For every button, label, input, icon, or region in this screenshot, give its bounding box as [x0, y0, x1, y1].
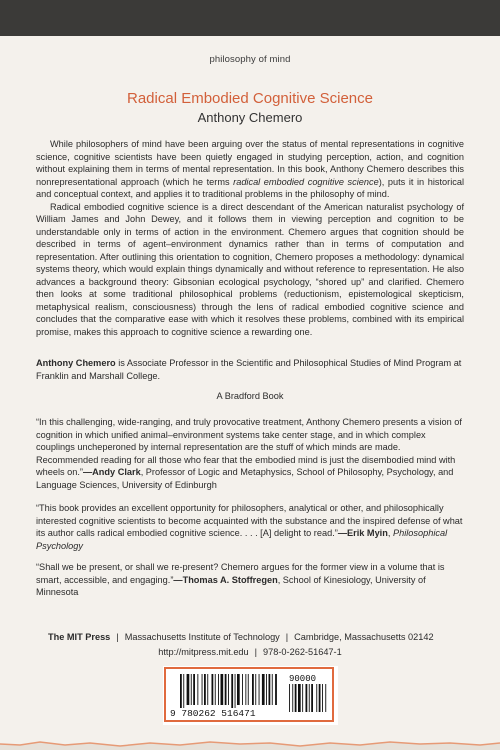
- barcode-bar: [207, 674, 208, 705]
- barcode-addon-bar: [322, 684, 323, 712]
- barcode-bar: [202, 674, 203, 705]
- barcode-bar: [218, 674, 219, 705]
- barcode-number: 9 780262 516471: [170, 708, 256, 718]
- barcode-bar: [248, 674, 249, 705]
- blurb-stoffregen: “Shall we be present, or shall we re-present? Chemero argues for the former view in a volume that is smart, accessible, and engaging.”—Thomas A. Stoffregen, School of Kinesiology, University of Minnesota: [36, 562, 445, 597]
- barcode-bar: [269, 674, 271, 705]
- barcode-addon-bar: [306, 684, 308, 712]
- barcode-addon-bar: [295, 684, 297, 712]
- barcode-bar: [228, 674, 229, 705]
- main-barcode-bars: [180, 674, 277, 708]
- barcode-addon-bar: [292, 684, 293, 712]
- rough-bottom-edge: [0, 738, 500, 750]
- barcode-bar: [221, 674, 224, 705]
- blurb-author: —Thomas A. Stoffregen: [173, 574, 278, 585]
- publisher-url-isbn-line: http://mitpress.mit.edu | 978-0-262-51647-1: [158, 647, 342, 657]
- barcode-bar: [212, 674, 214, 705]
- barcode-bar: [180, 674, 182, 708]
- publisher-institution: Massachusetts Institute of Technology: [124, 632, 280, 642]
- barcode-bar: [197, 674, 198, 705]
- barcode-bar: [183, 674, 184, 708]
- barcode-bar: [237, 674, 240, 705]
- barcode-addon-bar: [316, 684, 317, 712]
- description-paragraph-1: While philosophers of mind have been arguing over the status of mental representations in cognitive science, cognitive scientists have been quietly engaged in studying perception, action, and cognition without explaining them in terms of mental representation. In this book, Anthony Chemero describes this nonrepresentational approach (which he terms radical embodied cognitive science), puts it in historical and conceptual context, and applies it to traditional problems in the philosophy of mind.: [36, 139, 464, 199]
- book-title: Radical Embodied Cognitive Science: [127, 90, 373, 107]
- bio-author-name: Anthony Chemero: [36, 358, 116, 368]
- category-label: philosophy of mind: [209, 54, 291, 65]
- barcode-addon-bar: [298, 684, 301, 712]
- barcode-bar: [225, 674, 227, 705]
- author-bio: Anthony Chemero is Associate Professor in the Scientific and Philosophical Studies of Mind Program at Franklin and Marshall College.: [36, 358, 462, 381]
- blurb-clark: “In this challenging, wide-ranging, and truly provocative treatment, Anthony Chemero presents a vision of cognition in which unified animal–environment systems take center stage, and in which complex couplings uncheperoned by internal representation are the stuff of which minds are made. Recommended reading for all those who fear that the embodied mind is just the disembodied mind with wheels on.”—Andy Clark, Professor of Logic and Metaphysics, School of Philosophy, Psychology, and Language Sciences, University of Edinburgh: [36, 417, 462, 490]
- publisher-line: The MIT Press | Massachusetts Institute of Technology | Cambridge, Massachusetts 02142: [48, 632, 434, 642]
- barcode-bar: [204, 674, 206, 705]
- blurb-publication: Philosophical Psychology: [36, 528, 448, 551]
- blurb-author: —Erik Myin: [337, 528, 388, 538]
- barcode-bar: [245, 674, 246, 705]
- blurb-author: —Andy Clark: [82, 467, 141, 477]
- barcode-addon-bar: [319, 684, 321, 712]
- barcode-bar: [193, 674, 195, 705]
- barcode-bar: [252, 674, 254, 705]
- book-author: Anthony Chemero: [197, 110, 303, 125]
- barcode-bar: [255, 674, 256, 705]
- barcode-bar: [275, 674, 277, 705]
- isbn-text: 978-0-262-51647-1: [263, 647, 342, 657]
- barcode-bar: [235, 674, 236, 708]
- addon-barcode-bars: [289, 684, 326, 712]
- barcode-addon-bar: [289, 684, 290, 712]
- barcode-bar: [242, 674, 243, 705]
- blurb-myin: “This book provides an excellent opportunity for philosophers, analytical or other, and philosophically interested cognitive scientists to become acquainted with the substance and the inspired defense of what its author calls radical embodied cognitive science. . . . [A] delight to read.”—Erik Myin, Philosophical Psychology: [36, 503, 463, 551]
- barcode-bar: [215, 674, 216, 705]
- barcode-bar: [272, 674, 273, 705]
- barcode-bar: [262, 674, 265, 705]
- publisher-name: The MIT Press: [48, 632, 111, 642]
- publisher-location: Cambridge, Massachusetts 02142: [294, 632, 434, 642]
- barcode-addon-bar: [302, 684, 303, 712]
- barcode-addon-number: 90000: [289, 674, 317, 684]
- description-paragraph-2: Radical embodied cognitive science is a direct descendant of the American naturalist psychology of William James and John Dewey, and it follows them in viewing perception and cognition to be understandable only in terms of action in the environment. Chemero argues that cognition should be described in terms of agent–environment dynamics rather than in terms of computation and representation. After outlining this orientation to cognition, Chemero proposes a methodology: dynamical systems theory, which would explain things dynamically and without reference to representation. He also advances a background theory: Gibsonian ecological psychology, “shored up” and clarified. Chemero then looks at some traditional philosophical problems (reductionism, epistemological skepticism, metaphysical realism, consciousness) through the lens of radical embodied cognitive science and concludes that the comparative ease with which it resolves these problems, combined with its empirical promise, makes this approach to cognitive science a rewarding one.: [36, 201, 464, 337]
- publisher-url[interactable]: http://mitpress.mit.edu: [158, 647, 249, 657]
- barcode-addon-bar: [311, 684, 313, 712]
- book-description: [36, 138, 464, 338]
- isbn-barcode: [168, 672, 330, 718]
- barcode-bar: [259, 674, 260, 705]
- barcode-bar: [187, 674, 190, 705]
- imprint-label: A Bradford Book: [216, 391, 284, 401]
- barcode-addon-bar: [309, 684, 310, 712]
- barcode-bar: [191, 674, 192, 705]
- approach-term: radical embodied cognitive science: [233, 176, 379, 187]
- barcode-addon-bar: [325, 684, 326, 712]
- top-color-band: [0, 0, 500, 36]
- barcode-bar: [266, 674, 267, 705]
- barcode-bar: [231, 674, 233, 708]
